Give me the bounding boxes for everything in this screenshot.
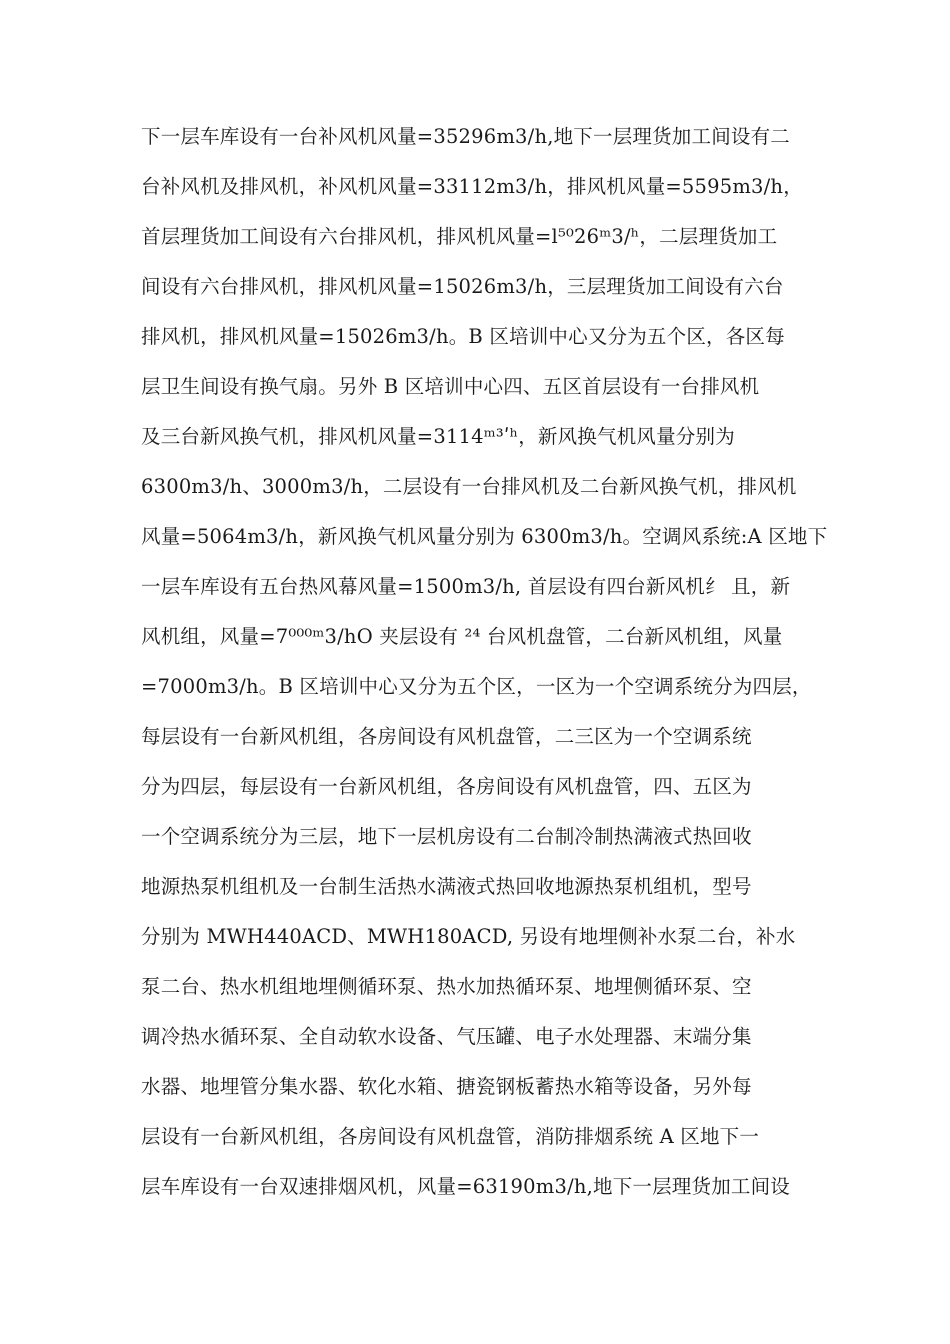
text-line-2: 台补风机及排风机，补风机风量=33112m3/h，排风机风量=5595m3/h， — [141, 175, 803, 198]
text-line-18: 泵二台、热水机组地埋侧循环泵、热水加热循环泵、地埋侧循环泵、空 — [141, 975, 752, 998]
text-line-8: 6300m3/h、3000m3/h，二层设有一台排风机及二台新风换气机，排风机 — [141, 475, 797, 498]
text-line-15: 一个空调系统分为三层，地下一层机房设有二台制冷制热满液式热回收 — [141, 825, 752, 848]
text-line-19: 调冷热水循环泵、全自动软水设备、气压罐、电子水处理器、末端分集 — [141, 1025, 752, 1048]
text-line-13: 每层设有一台新风机组，各房间设有风机盘管，二三区为一个空调系统 — [141, 725, 752, 748]
text-line-14: 分为四层，每层设有一台新风机组，各房间设有风机盘管，四、五区为 — [141, 775, 752, 798]
text-line-22: 层车库设有一台双速排烟风机，风量=63190m3/h,地下一层理货加工间设 — [141, 1175, 790, 1198]
text-line-9: 风量=5064m3/h，新风换气机风量分别为 6300m3/h。空调风系统:A 区地下 — [141, 525, 828, 548]
text-line-21: 层设有一台新风机组，各房间设有风机盘管，消防排烟系统 A 区地下一 — [141, 1125, 760, 1148]
text-line-16: 地源热泵机组机及一台制生活热水满液式热回收地源热泵机组机，型号 — [141, 875, 752, 898]
text-line-11: 风机组，风量=7⁰⁰⁰ᵐ3/hO 夹层设有 ²⁴ 台风机盘管，二台新风机组，风量 — [141, 625, 783, 648]
text-line-10: 一层车库设有五台热风幕风量=1500m3/h, 首层设有四台新风机纟 且，新 — [141, 575, 791, 598]
text-line-12: =7000m3/h。B 区培训中心又分为五个区，一区为一个空调系统分为四层， — [141, 675, 812, 698]
body-text — [141, 112, 841, 1212]
text-line-4: 间设有六台排风机，排风机风量=15026m3/h，三层理货加工间设有六台 — [141, 275, 784, 298]
text-line-20: 水器、地埋管分集水器、软化水箱、搪瓷钢板蓄热水箱等设备，另外每 — [141, 1075, 752, 1098]
text-line-7: 及三台新风换气机，排风机风量=3114ᵐ³ʹʰ，新风换气机风量分别为 — [141, 425, 735, 448]
text-line-17: 分别为 MWH440ACD、MWH180ACD, 另设有地埋侧补水泵二台，补水 — [141, 925, 796, 948]
text-line-5: 排风机，排风机风量=15026m3/h。B 区培训中心又分为五个区，各区每 — [141, 325, 785, 348]
text-line-1: 下一层车库设有一台补风机风量=35296m3/h,地下一层理货加工间设有二 — [141, 125, 790, 148]
text-line-6: 层卫生间设有换气扇。另外 B 区培训中心四、五区首层设有一台排风机 — [141, 375, 760, 398]
text-line-3: 首层理货加工间设有六台排风机，排风机风量=l⁵⁰26ᵐ3/ʰ，二层理货加工 — [141, 225, 778, 248]
